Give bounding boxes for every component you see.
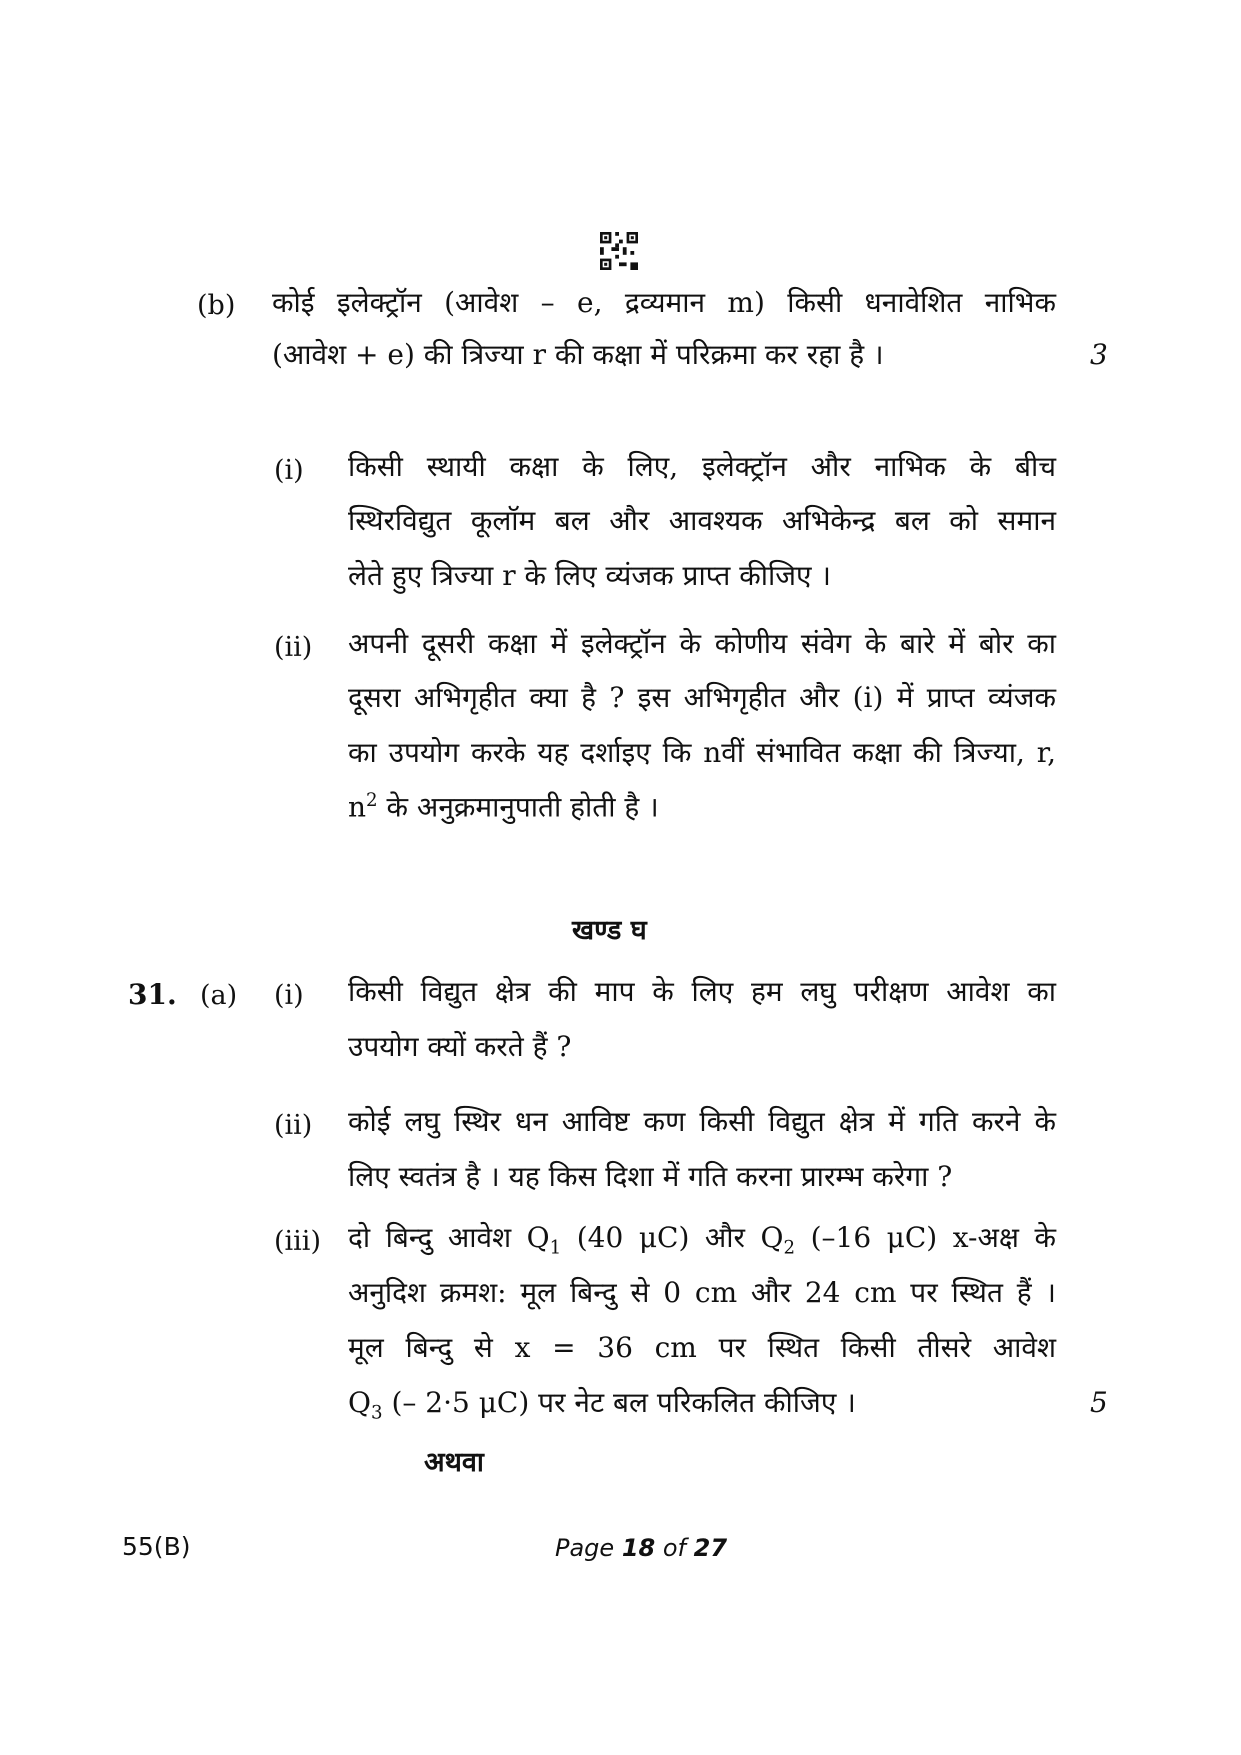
part-b-i-line-1: किसी स्थायी कक्षा के लिए, इलेक्ट्रॉन और नाभिक के बीच xyxy=(348,450,1056,483)
q3-subscript: 3 xyxy=(370,1402,383,1424)
n-base: n xyxy=(348,790,367,824)
q31-i-line-1: किसी विद्युत क्षेत्र की माप के लिए हम लघु परीक्षण आवेश का xyxy=(348,975,1056,1008)
part-b-ii-line-4 xyxy=(348,790,659,824)
q31-iii-line-3: मूल बिन्दु से x = 36 cm पर स्थित किसी तीसरे आवेश xyxy=(348,1331,1056,1364)
question-number: 31. xyxy=(128,978,177,1011)
part-b-i-line-3: लेते हुए त्रिज्या r के लिए व्यंजक प्राप्त कीजिए । xyxy=(348,559,831,592)
paper-code: 55(B) xyxy=(122,1532,191,1561)
q31-part-a-label: (a) xyxy=(200,980,238,1011)
q31-ii-line-1: कोई लघु स्थिर धन आविष्ट कण किसी विद्युत क्षेत्र में गति करने के xyxy=(348,1105,1056,1138)
part-b-ii-line-3: का उपयोग करके यह दर्शाइए कि nवीं संभावित कक्षा की त्रिज्या, r, xyxy=(348,736,1056,769)
q31-ii-label: (ii) xyxy=(274,1110,313,1141)
n-superscript: 2 xyxy=(366,790,378,811)
section-heading: खण्ड घ xyxy=(572,915,647,946)
q2-subscript: 2 xyxy=(783,1237,796,1259)
q31-iii-line-4 xyxy=(348,1386,856,1424)
q31-i-label: (i) xyxy=(274,980,304,1011)
q31-marks: 5 xyxy=(1090,1386,1108,1419)
q1-text: दो बिन्दु आवेश Q xyxy=(348,1221,550,1254)
part-b-label: (b) xyxy=(197,290,236,321)
q31-iii-label: (iii) xyxy=(274,1226,321,1257)
q31-iii-line-1 xyxy=(348,1221,1056,1259)
q31-iii-line-4-rest: (– 2·5 μC) पर नेट बल परिकलित कीजिए । xyxy=(382,1386,856,1419)
page-word: Page xyxy=(555,1534,615,1562)
part-b-ii-label: (ii) xyxy=(274,632,313,663)
q31-iii-line-2: अनुदिश क्रमश: मूल बिन्दु से 0 cm और 24 cm पर स्थित हैं । xyxy=(348,1276,1056,1309)
q1-subscript: 1 xyxy=(549,1237,562,1259)
or-label: अथवा xyxy=(424,1447,484,1478)
q2-text: (40 μC) और Q xyxy=(561,1221,784,1254)
part-b-ii-line-2: दूसरा अभिगृहीत क्या है ? इस अभिगृहीत और (i) में प्राप्त व्यंजक xyxy=(348,681,1056,714)
q31-i-line-2: उपयोग क्यों करते हैं ? xyxy=(348,1030,572,1063)
of-word: of xyxy=(662,1534,687,1562)
part-b-ii-line-1: अपनी दूसरी कक्षा में इलेक्ट्रॉन के कोणीय संवेग के बारे में बोर का xyxy=(348,627,1056,660)
part-b-i-label: (i) xyxy=(274,455,304,486)
q3-text: Q xyxy=(348,1386,371,1419)
page-number: 18 xyxy=(621,1534,656,1562)
part-b-i-line-2: स्थिरविद्युत कूलॉम बल और आवश्यक अभिकेन्द्र बल को समान xyxy=(348,504,1056,537)
part-b-ii-line-4-rest: के अनुक्रमानुपाती होती है । xyxy=(377,790,659,824)
part-b-line-2: (आवेश + e) की त्रिज्या r की कक्षा में परिक्रमा कर रहा है । xyxy=(272,338,884,371)
q31-ii-line-2: लिए स्वतंत्र है । यह किस दिशा में गति करना प्रारम्भ करेगा ? xyxy=(348,1160,953,1193)
page-indicator xyxy=(555,1534,727,1562)
qr-code-icon xyxy=(600,232,638,270)
part-b-line-1: कोई इलेक्ट्रॉन (आवेश – e, द्रव्यमान m) किसी धनावेशित नाभिक xyxy=(272,286,1056,319)
page-total: 27 xyxy=(693,1534,728,1562)
q31-iii-line-1-end: (–16 μC) x-अक्ष के xyxy=(795,1221,1056,1254)
part-b-marks: 3 xyxy=(1090,338,1108,371)
